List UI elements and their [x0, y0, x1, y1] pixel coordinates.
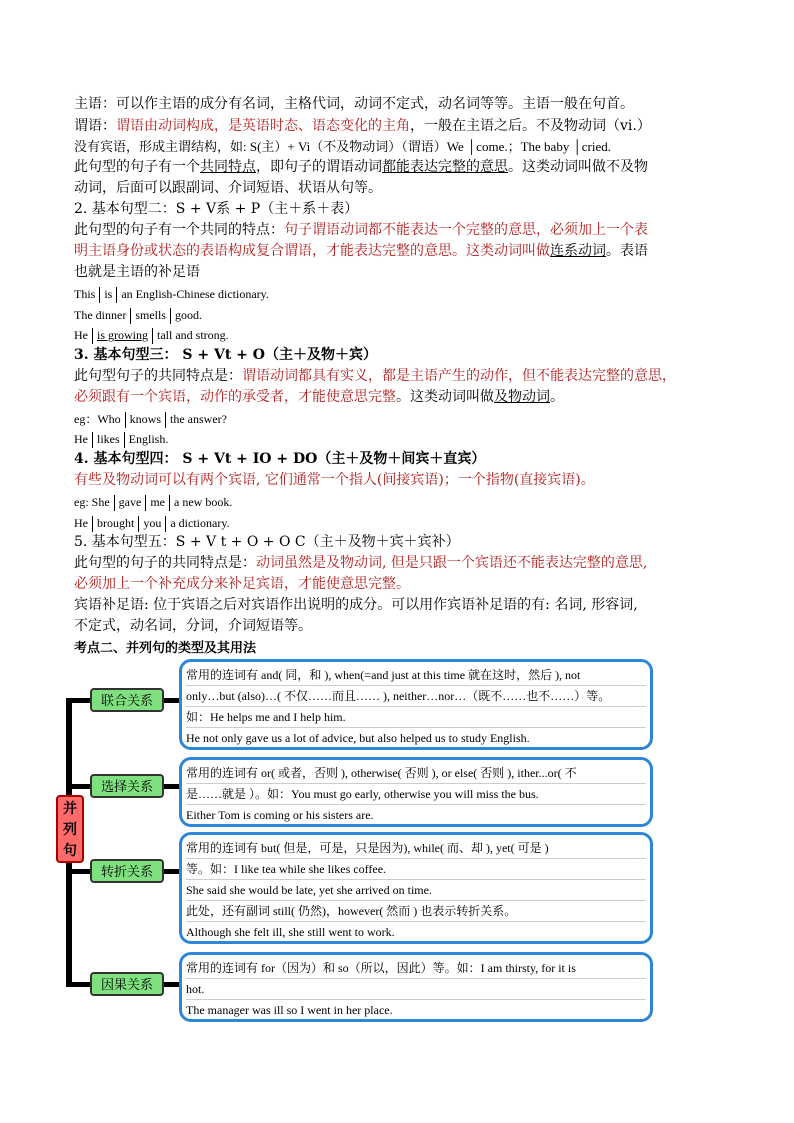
underlined-text: 及物动词	[494, 389, 550, 405]
text-line	[74, 178, 382, 198]
text: 此句型的句子有一个	[74, 159, 200, 175]
example-2	[74, 305, 202, 325]
ex-part: eg: She	[74, 495, 110, 509]
ex-part: an English-Chinese dictionary.	[121, 287, 269, 301]
ex-part: a dictionary.	[170, 516, 230, 530]
box-row: only…but (also)…( 不仅……而且…… ), neither…nor…（既不……也不……）等。	[186, 686, 646, 707]
ex-part: likes	[97, 432, 120, 446]
ex-part: knows	[129, 412, 161, 426]
connector	[66, 869, 92, 874]
ex-part: He	[74, 432, 88, 446]
branch-label-choice: 选择关系	[90, 774, 164, 798]
ex-part: brought	[97, 516, 135, 530]
box-row: 是……就是 ）。如：You must go early, otherwise you will miss the bus.	[186, 784, 646, 805]
ex-part: eg：Who	[74, 412, 121, 426]
text-line	[74, 157, 648, 177]
highlight-text: 明主语身份或状态的表语构成复合谓语，才能表达完整的意思。这类动词叫做	[74, 243, 550, 259]
branch-label-cause: 因果关系	[90, 972, 164, 996]
text-line	[74, 553, 647, 573]
text-line	[74, 241, 648, 261]
text: 动词，后面可以跟副词、介词短语、状语从句等。	[74, 180, 382, 196]
box-row: 此处，还有副词 still( 仍然)，however( 然而 ) 也表示转折关系。	[186, 901, 646, 922]
ex-part: gave	[118, 495, 142, 509]
ex-part: is	[104, 287, 113, 301]
text-line	[74, 616, 312, 636]
text: 也就是主语的补足语	[74, 264, 200, 280]
highlight-text: 动词虽然是及物动词, 但是只跟一个宾语还不能表达完整的意思,	[256, 555, 648, 571]
box-row: 常用的连词有 but( 但是，可是，只是因为), while( 而、却 ), yet( 可是 )	[186, 838, 646, 859]
text: 5. 基本句型五：S + V t + O + O C（主＋及物＋宾＋宾补）	[74, 534, 460, 550]
example-7	[74, 513, 230, 533]
highlight-text: 必须加上一个补充成分来补足宾语，才能使意思完整。	[74, 576, 410, 592]
text: 。表语	[606, 243, 648, 259]
ex-part: The dinner	[74, 308, 127, 322]
box-row: The manager was ill so I went in her place.	[186, 1003, 393, 1017]
connector	[66, 982, 92, 987]
ex-part: He	[74, 328, 88, 342]
ex-part: a new book.	[174, 495, 233, 509]
section-title: 考点二、并列句的类型及其用法	[74, 641, 257, 656]
text-line	[74, 574, 410, 594]
text: 3. 基本句型三： S + Vt + O（主＋及物＋宾）	[74, 347, 377, 363]
ex-part: good.	[174, 308, 202, 322]
example-1	[74, 284, 269, 304]
text: 不定式，动名词，分词，介词短语等。	[74, 618, 312, 634]
text-line	[74, 262, 200, 282]
heading-3	[74, 345, 377, 365]
text: ，一般在主语之后。不及物动词（vi.）	[410, 118, 651, 134]
highlight-text: 句子谓语动词都不能表达一个完整的意思，必须加上一个表	[284, 222, 648, 238]
text: 此句型的句子有一个共同的特点：	[74, 222, 284, 238]
ex-part: is growing	[97, 328, 148, 342]
highlight-text: 谓语由动词构成，是英语时态、语态变化的主角	[116, 118, 410, 134]
underlined-text: 共同特点	[200, 159, 256, 175]
branch-box-coordinate	[179, 659, 653, 750]
ex-part: tall and strong.	[157, 328, 229, 342]
text-line	[74, 116, 651, 136]
ex-part: the answer?	[170, 412, 227, 426]
root-label: 并列句	[63, 801, 77, 859]
ex-part: English.	[128, 432, 169, 446]
box-row: 等。如：I like tea while she likes coffee.	[186, 859, 646, 880]
branch-box-choice	[179, 757, 653, 827]
example-3	[74, 325, 229, 345]
text: 。这类动词叫做不及物	[508, 159, 648, 175]
box-row: hot.	[186, 979, 646, 1000]
text-line	[74, 595, 638, 615]
box-row: 常用的连词有 or( 或者，否则 ), otherwise( 否则 ), or else( 否则 ), ither...or( 不	[186, 763, 646, 784]
example-4	[74, 409, 227, 429]
ex-part: He	[74, 516, 88, 530]
ex-part: smells	[135, 308, 166, 322]
text-line	[74, 366, 676, 386]
box-row: Either Tom is coming or his sisters are.	[186, 808, 374, 822]
root-node	[56, 795, 84, 863]
ex-part: you	[143, 516, 162, 530]
text: 宾语补足语: 位于宾语之后对宾语作出说明的成分。可以用作宾语补足语的有: 名词, 形容词,	[74, 597, 638, 613]
box-row: 如：He helps me and I help him.	[186, 707, 646, 728]
text: 没有宾语，形成主谓结构，如: S(主）+ Vi（不及物动词）（谓语）We │come.；The baby │cried.	[74, 139, 612, 154]
text: ，即句子的谓语动词	[256, 159, 382, 175]
example-6	[74, 492, 232, 512]
text-line	[74, 94, 634, 114]
branch-label-coordinate: 联合关系	[90, 688, 164, 712]
branch-box-contrast	[179, 832, 653, 944]
text: 此句型的句子的共同特点是：	[74, 555, 256, 571]
text: 此句型句子的共同特点是：	[74, 368, 242, 384]
text-line	[74, 387, 564, 407]
box-row: 常用的连词有 for（因为）和 so（所以，因此）等。如：I am thirsty, for it is	[186, 958, 646, 979]
heading-4	[74, 449, 485, 469]
text-line	[74, 470, 595, 490]
text-line	[74, 220, 648, 240]
box-row: 常用的连词有 and( 同，和 ), when(=and just at this time 就在这时，然后 ), not	[186, 665, 646, 686]
text: 2. 基本句型二：S + V系 + P（主＋系＋表）	[74, 201, 359, 217]
box-row: He not only gave us a lot of advice, but also helped us to study English.	[186, 731, 530, 745]
branch-box-cause	[179, 952, 653, 1022]
text: 4. 基本句型四： S + Vt + IO + DO（主＋及物＋间宾＋直宾）	[74, 451, 486, 467]
example-5	[74, 429, 168, 449]
branch-label-contrast: 转折关系	[90, 859, 164, 883]
text: 。这类动词叫做	[396, 389, 494, 405]
highlight-text: 谓语动词都具有实义，都是主语产生的动作，但不能表达完整的意思，	[242, 368, 676, 384]
box-row: She said she would be late, yet she arrived on time.	[186, 880, 646, 901]
underlined-text: 连系动词	[550, 243, 606, 259]
highlight-text: 有些及物动词可以有两个宾语, 它们通常一个指人(间接宾语)；一个指物(直接宾语)。	[74, 472, 595, 488]
ex-part: me	[150, 495, 165, 509]
underlined-text: 都能表达完整的意思	[382, 159, 508, 175]
text-line	[74, 137, 611, 157]
box-row: Although she felt ill, she still went to work.	[186, 925, 395, 939]
text: 主语：可以作主语的成分有名词，主格代词，动词不定式，动名词等等。主语一般在句首。	[74, 96, 634, 112]
text: 谓语：	[74, 118, 116, 134]
heading-2	[74, 199, 358, 219]
text: 。	[550, 389, 564, 405]
ex-part: This	[74, 287, 96, 301]
highlight-text: 必须跟有一个宾语，动作的承受者，才能使意思完整	[74, 389, 396, 405]
connector	[66, 698, 92, 703]
heading-5	[74, 532, 460, 552]
connector	[66, 784, 92, 789]
